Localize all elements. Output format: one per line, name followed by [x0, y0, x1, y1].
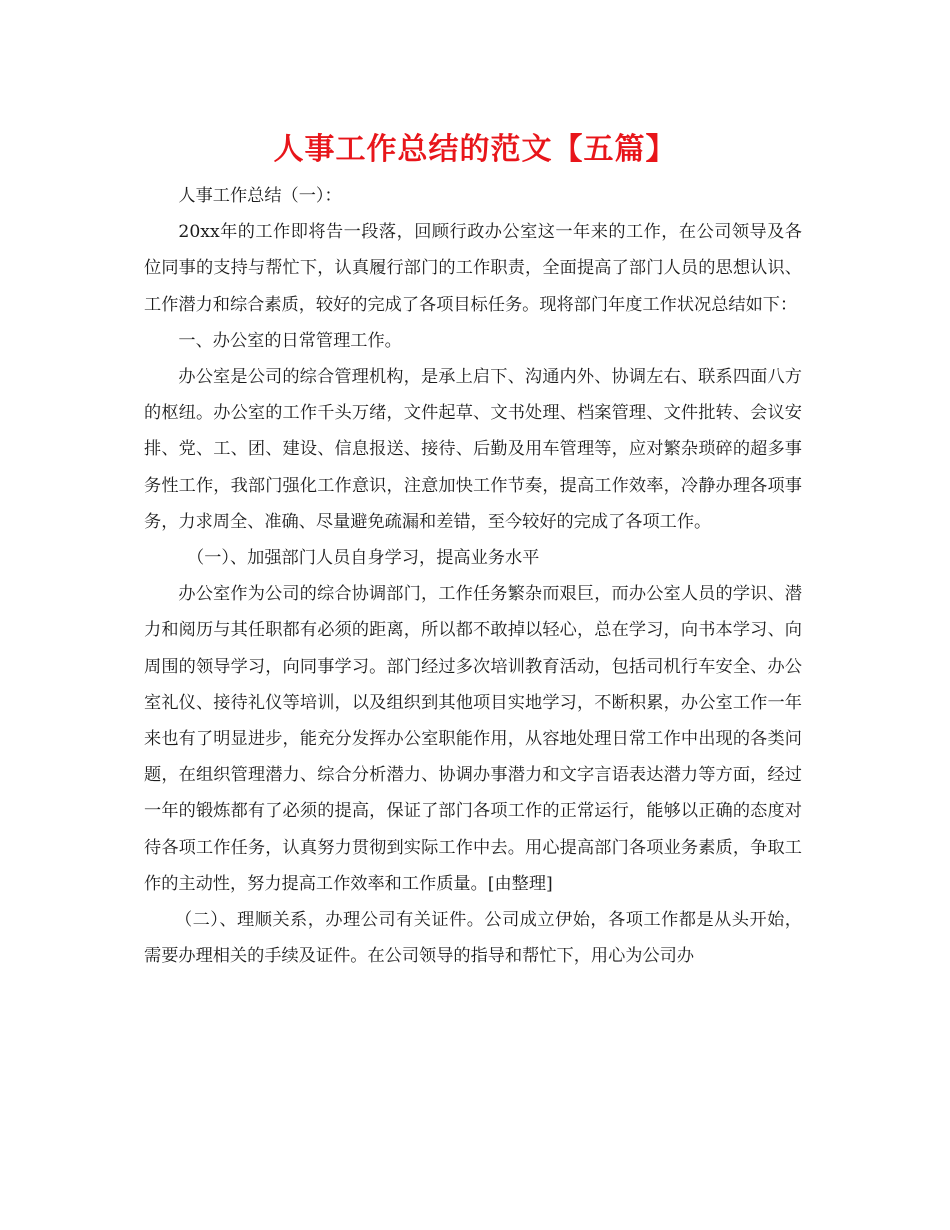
document-body [144, 178, 802, 974]
paragraph: 办公室是公司的综合管理机构，是承上启下、沟通内外、协调左右、联系四面八方的枢纽。办公室的工作千头万绪，文件起草、文书处理、档案管理、文件批转、会议安排、党、工、团、建设、信息报送、接待、后勤及用车管理等，应对繁杂琐碎的超多事务性工作，我部门强化工作意识，注意加快工作节奏，提高工作效率，冷静办理各项事务，力求周全、准确、尽量避免疏漏和差错，至今较好的完成了各项工作。 [144, 367, 802, 532]
section-heading: 人事工作总结（一）： [178, 186, 342, 206]
subsection-heading: 一、办公室的日常管理工作。 [178, 330, 402, 351]
paragraph: （二）、理顺关系，办理公司有关证件。公司成立伊始，各项工作都是从头开始，需要办理相关的手续及证件。在公司领导的指导和帮忙下，用心为公司办 [144, 910, 802, 967]
paragraph: 办公室作为公司的综合协调部门，工作任务繁杂而艰巨，而办公室人员的学识、潜力和阅历与其任职都有必须的距离，所以都不敢掉以轻心，总在学习，向书本学习、向周围的领导学习，向同事学习。部门经过多次培训教育活动，包括司机行车安全、办公室礼仪、接待礼仪等培训，以及组织到其他项目实地学习，不断积累，办公室工作一年来也有了明显进步，能充分发挥办公室职能作用，从容地处理日常工作中出现的各类问题，在组织管理潜力、综合分析潜力、协调办事潜力和文字言语表达潜力等方面，经过一年的锻炼都有了必须的提高，保证了部门各项工作的正常运行，能够以正确的态度对待各项工作任务，认真努力贯彻到实际工作中去。用心提高部门各项业务素质，争取工作的主动性，努力提高工作效率和工作质量。[由整理] [144, 584, 802, 894]
document-title: 人事工作总结的范文【五篇】 [273, 132, 677, 167]
subsection-heading: （一）、加强部门人员自身学习，提高业务水平 [187, 548, 540, 569]
paragraph: 20xx年的工作即将告一段落，回顾行政办公室这一年来的工作，在公司领导及各位同事的支持与帮忙下，认真履行部门的工作职责，全面提高了部门人员的思想认识、工作潜力和综合素质，较好的完成了各项目标任务。现将部门年度工作状况总结如下： [144, 222, 802, 315]
